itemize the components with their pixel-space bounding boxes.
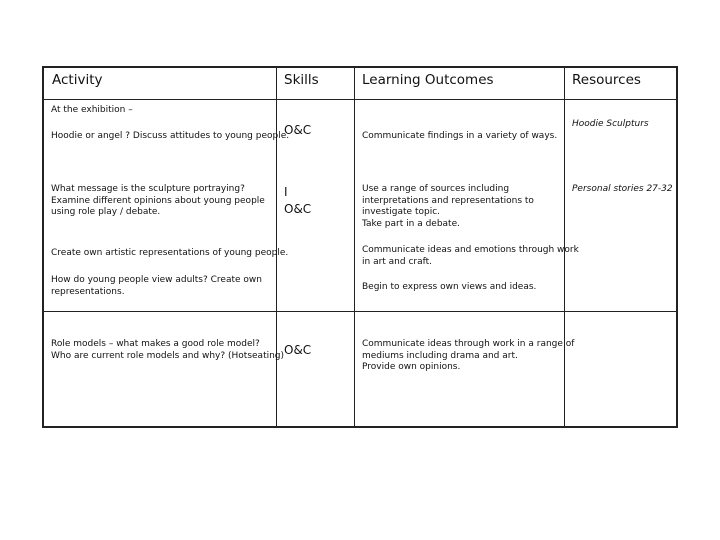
activity-sculpture-message-line: using role play / debate. bbox=[51, 207, 161, 217]
header-divider bbox=[44, 99, 676, 100]
outcome-range-of-sources-line: Use a range of sources including bbox=[362, 184, 510, 194]
outcome-communicate-findings: Communicate findings in a variety of ways. bbox=[362, 131, 558, 141]
skills-oc-3: O&C bbox=[284, 343, 312, 357]
outcome-range-of-mediums bbox=[362, 339, 574, 374]
outcome-ideas-emotions-line: in art and craft. bbox=[362, 256, 433, 267]
column-divider-outcomes bbox=[354, 68, 355, 426]
outcome-range-of-sources-line: Take part in a debate. bbox=[362, 218, 460, 229]
header-activity: Activity bbox=[52, 72, 103, 88]
activity-view-adults-line: How do young people view adults? Create own bbox=[51, 275, 262, 285]
header-resources: Resources bbox=[572, 72, 641, 88]
header-learning-outcomes: Learning Outcomes bbox=[362, 72, 494, 88]
outcome-range-of-sources bbox=[362, 184, 534, 230]
activity-role-models bbox=[51, 339, 284, 362]
resource-hoodie-sculptures: Hoodie Sculpturs bbox=[572, 119, 649, 129]
outcome-range-of-sources-line: interpretations and representations to bbox=[362, 195, 534, 206]
outcome-range-of-mediums-line: Provide own opinions. bbox=[362, 362, 461, 372]
exhibition-intro: At the exhibition – bbox=[51, 105, 133, 115]
skills-oc-2: O&C bbox=[284, 202, 312, 216]
outcome-ideas-emotions-line: Communicate ideas and emotions through work bbox=[362, 245, 579, 255]
resource-personal-stories: Personal stories 27-32 bbox=[572, 184, 673, 194]
activity-artistic-representations: Create own artistic representations of young people. bbox=[51, 248, 289, 258]
lesson-plan-table bbox=[42, 66, 678, 428]
outcome-range-of-mediums-line: mediums including drama and art. bbox=[362, 350, 518, 361]
skills-i: I bbox=[284, 185, 288, 199]
activity-sculpture-message-line: Examine different opinions about young people bbox=[51, 195, 265, 206]
activity-role-models-line: Who are current role models and why? (Hotseating) bbox=[51, 350, 285, 361]
activity-sculpture-message-line: What message is the sculpture portraying? bbox=[51, 184, 245, 194]
activity-hoodie-or-angel: Hoodie or angel ? Discuss attitudes to young people. bbox=[51, 131, 290, 141]
activity-view-adults-line: representations. bbox=[51, 286, 125, 297]
outcome-express-views: Begin to express own views and ideas. bbox=[362, 282, 537, 292]
activity-view-adults bbox=[51, 275, 262, 298]
skills-oc-1: O&C bbox=[284, 123, 312, 137]
outcome-range-of-mediums-line: Communicate ideas through work in a range of bbox=[362, 339, 575, 349]
header-skills: Skills bbox=[284, 72, 319, 88]
column-divider-skills bbox=[276, 68, 277, 426]
outcome-ideas-emotions bbox=[362, 245, 579, 268]
row-divider bbox=[44, 311, 676, 312]
outcome-range-of-sources-line: investigate topic. bbox=[362, 207, 440, 217]
activity-sculpture-message bbox=[51, 184, 265, 219]
activity-role-models-line: Role models – what makes a good role model? bbox=[51, 339, 260, 349]
